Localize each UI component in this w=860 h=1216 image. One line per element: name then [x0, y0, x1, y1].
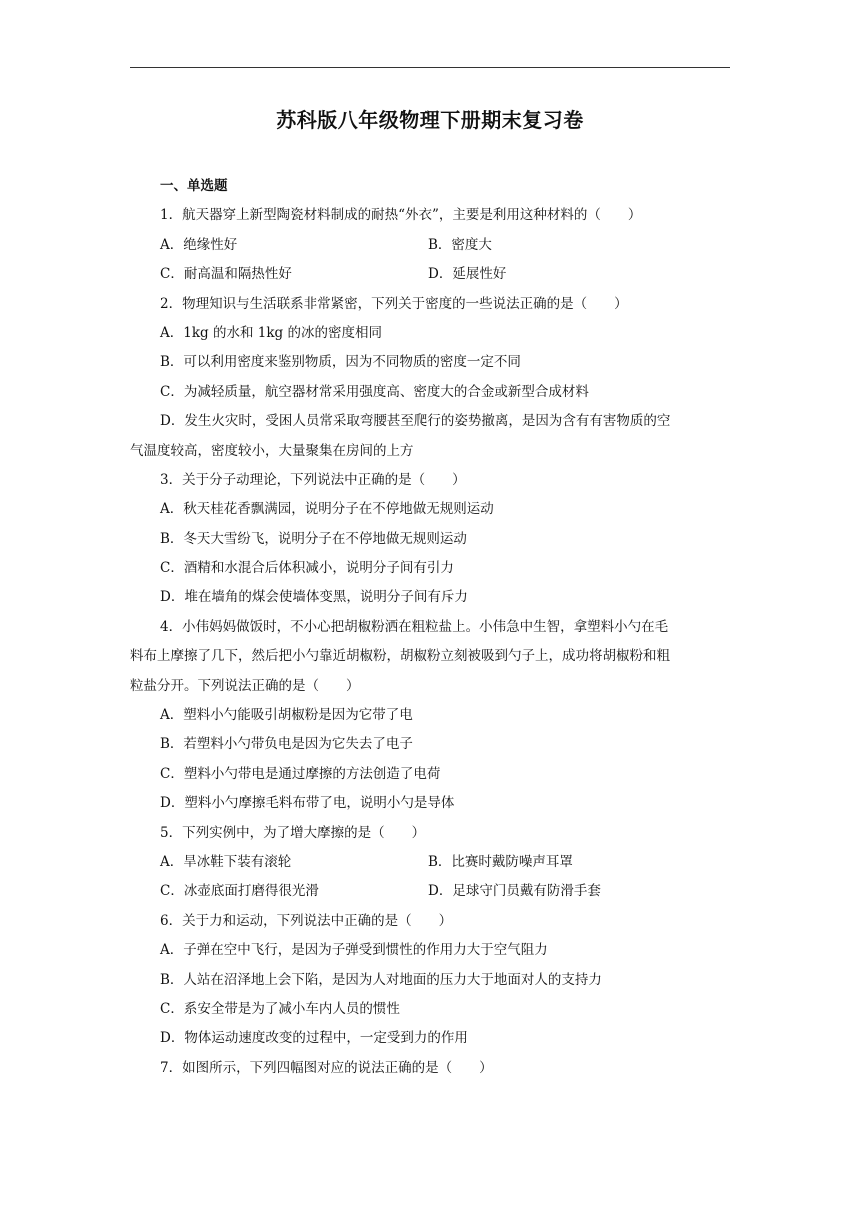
document-title: 苏科版八年级物理下册期末复习卷 [276, 108, 584, 132]
question-4-stem-continued: 料布上摩擦了几下，然后把小勺靠近胡椒粉，胡椒粉立刻被吸到勺子上，成功将胡椒粉和粗 [130, 648, 670, 665]
question-1-stem: 1．航天器穿上新型陶瓷材料制成的耐热“外衣”，主要是利用这种材料的（ ） [160, 207, 642, 224]
question-1-option-a: A．绝缘性好 [160, 236, 238, 253]
question-4-stem: 4．小伟妈妈做饭时，不小心把胡椒粉洒在粗粒盐上。小伟急中生智，拿塑料小勺在毛 [160, 618, 669, 635]
section-heading: 一、单选题 [160, 178, 228, 194]
question-7-stem: 7．如图所示，下列四幅图对应的说法正确的是（ ） [160, 1059, 493, 1076]
question-5-option-b: B．比赛时戴防噪声耳罩 [428, 853, 573, 870]
question-1-option-d: D．延展性好 [428, 266, 507, 283]
question-3-option-b: B．冬天大雪纷飞，说明分子在不停地做无规则运动 [160, 530, 467, 547]
question-6-option-a: A．子弹在空中飞行，是因为子弹受到惯性的作用力大于空气阻力 [160, 942, 548, 959]
question-1-option-c: C．耐高温和隔热性好 [160, 266, 292, 283]
question-3-stem: 3．关于分子动理论，下列说法中正确的是（ ） [160, 471, 466, 488]
question-1-options-row-1 [160, 231, 730, 260]
question-5-option-a: A．旱冰鞋下装有滚轮 [160, 853, 292, 870]
question-2-option-a: A．1kg 的水和 1kg 的冰的密度相同 [160, 324, 382, 341]
question-6-stem: 6．关于力和运动，下列说法中正确的是（ ） [160, 912, 453, 929]
question-4-option-d: D．塑料小勺摩擦毛料布带了电，说明小勺是导体 [160, 795, 455, 812]
question-5-stem: 5．下列实例中，为了增大摩擦的是（ ） [160, 824, 426, 841]
question-4-stem-continued: 粒盐分开。下列说法正确的是（ ） [130, 677, 360, 694]
question-5-option-d: D．足球守门员戴有防滑手套 [428, 883, 601, 900]
question-2-option-d-continued: 气温度较高，密度较小，大量聚集在房间的上方 [130, 442, 414, 459]
question-3-option-a: A．秋天桂花香飘满园，说明分子在不停地做无规则运动 [160, 501, 494, 518]
question-4-option-c: C．塑料小勺带电是通过摩擦的方法创造了电荷 [160, 765, 441, 782]
question-2-option-d: D．发生火灾时，受困人员常采取弯腰甚至爬行的姿势撤离，是因为含有有害物质的空 [160, 413, 671, 430]
question-4-option-a: A．塑料小勺能吸引胡椒粉是因为它带了电 [160, 707, 413, 724]
question-6-option-b: B．人站在沼泽地上会下陷，是因为人对地面的压力大于地面对人的支持力 [160, 971, 602, 988]
question-5-option-c: C．冰壶底面打磨得很光滑 [160, 883, 319, 900]
question-3-option-d: D．堆在墙角的煤会使墙体变黑，说明分子间有斥力 [160, 589, 468, 606]
question-4-option-b: B．若塑料小勺带负电是因为它失去了电子 [160, 736, 413, 753]
document-body [130, 172, 730, 1083]
header-rule [130, 67, 730, 68]
question-6-option-d: D．物体运动速度改变的过程中，一定受到力的作用 [160, 1030, 468, 1047]
question-5-options-row-2 [160, 877, 730, 906]
question-6-option-c: C．系安全带是为了减小车内人员的惯性 [160, 1000, 400, 1017]
question-3-option-c: C．酒精和水混合后体积减小，说明分子间有引力 [160, 560, 454, 577]
question-1-options-row-2 [160, 260, 730, 289]
question-1-option-b: B．密度大 [428, 236, 492, 253]
question-2-stem: 2．物理知识与生活联系非常紧密，下列关于密度的一些说法正确的是（ ） [160, 295, 628, 312]
question-2-option-c: C．为减轻质量，航空器材常采用强度高、密度大的合金或新型合成材料 [160, 383, 589, 400]
question-5-options-row-1 [160, 848, 730, 877]
question-2-option-b: B．可以利用密度来鉴别物质，因为不同物质的密度一定不同 [160, 354, 521, 371]
